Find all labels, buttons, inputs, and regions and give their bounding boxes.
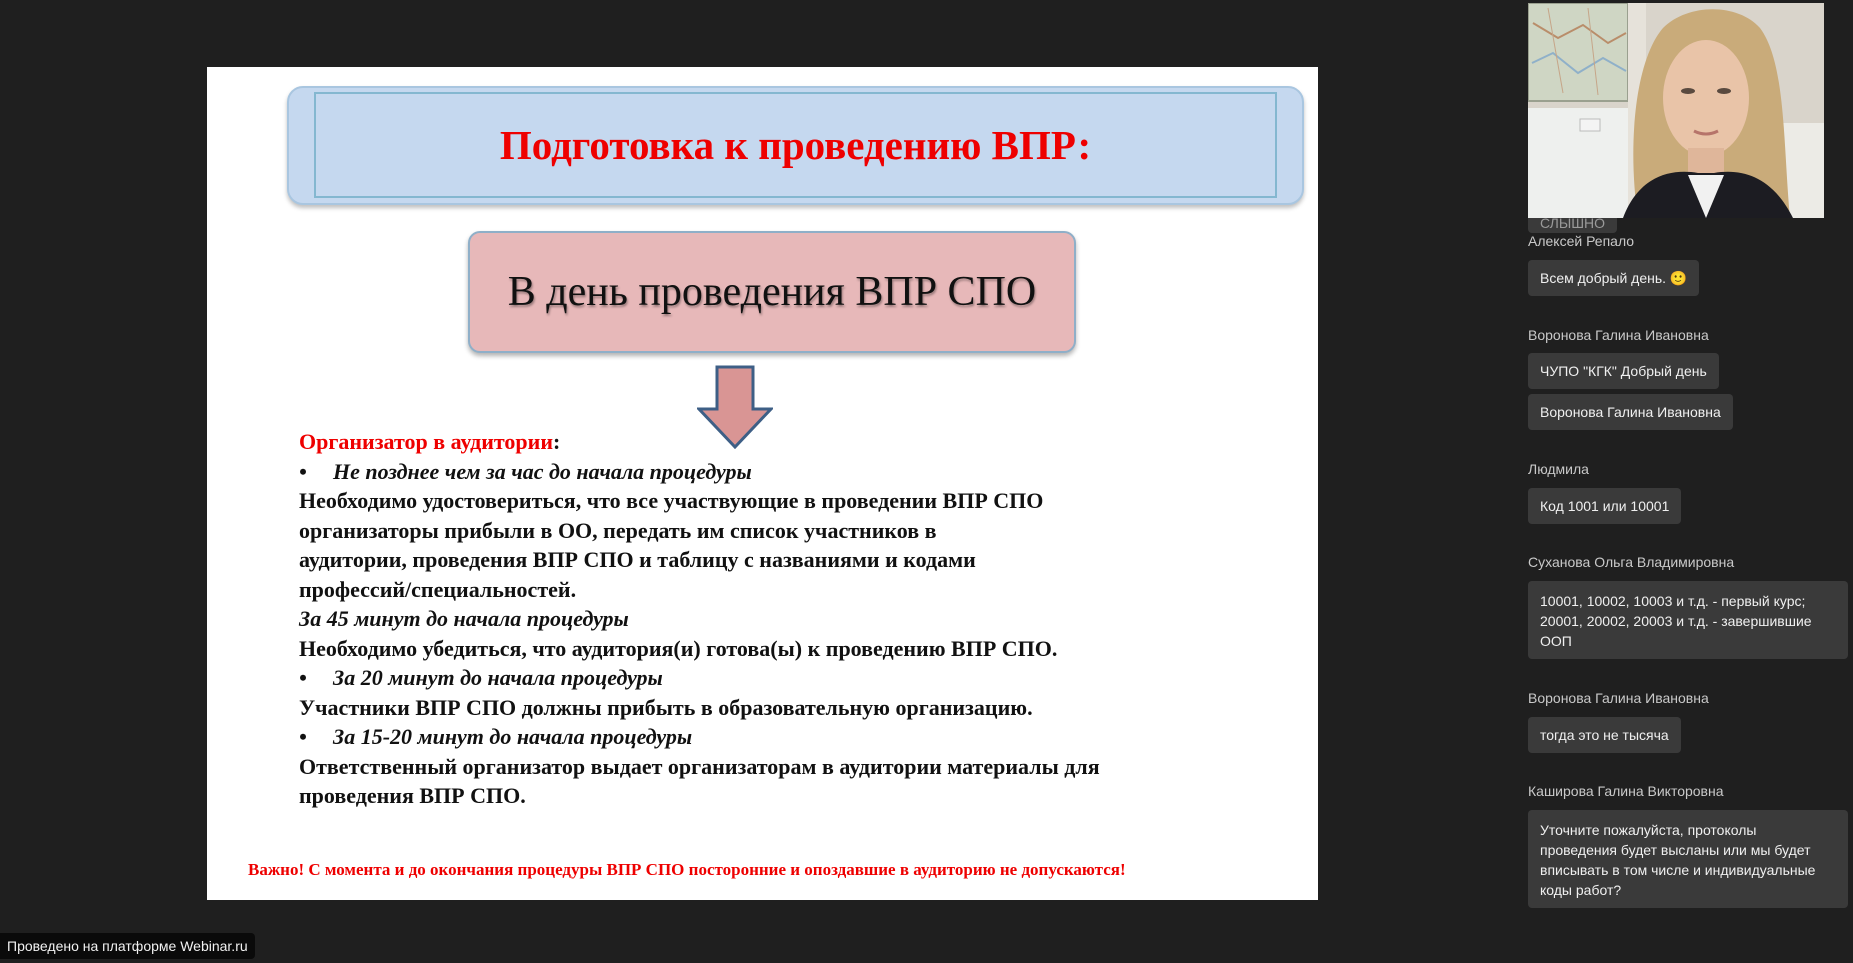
presenter-video[interactable] bbox=[1528, 3, 1824, 218]
body-line: аудитории, проведения ВПР СПО и таблицу с названиями и кодами bbox=[299, 547, 976, 572]
organizer-heading bbox=[299, 427, 1299, 457]
chat-message-line: 20001, 20002, 20003 и т.д. - завершившие bbox=[1540, 613, 1812, 629]
step-heading: За 20 минут до начала процедуры bbox=[333, 665, 663, 690]
chat-message-line: 10001, 10002, 10003 и т.д. - первый курс; bbox=[1540, 593, 1806, 609]
chat-message: Всем добрый день. 🙂 bbox=[1528, 260, 1699, 296]
step-line bbox=[299, 722, 1299, 752]
organizer-colon: : bbox=[553, 429, 561, 454]
chat-message: тогда это не тысяча bbox=[1528, 717, 1681, 753]
bullet: • bbox=[299, 665, 307, 690]
chat-panel[interactable] bbox=[1528, 218, 1848, 963]
step-line bbox=[299, 663, 1299, 693]
bullet: • bbox=[299, 458, 307, 484]
bullet: • bbox=[299, 724, 307, 749]
presenter-video-icon bbox=[1528, 3, 1824, 218]
step-heading: За 15-20 минут до начала процедуры bbox=[333, 724, 693, 749]
chat-message: СЛЫШНО bbox=[1528, 218, 1617, 233]
presentation-slide bbox=[207, 67, 1318, 900]
step-heading: За 45 минут до начала процедуры bbox=[299, 606, 629, 631]
chat-author: Воронова Галина Ивановна bbox=[1528, 327, 1709, 343]
chat-message-line: проведения будет высланы или мы будет bbox=[1540, 842, 1811, 858]
step-heading: Не позднее чем за час до начала процедуры bbox=[333, 458, 752, 484]
chat-author: Суханова Ольга Владимировна bbox=[1528, 554, 1735, 570]
chat-message: Воронова Галина Ивановна bbox=[1528, 394, 1733, 430]
body-line: Необходимо удостовериться, что все участвующие в проведении ВПР СПО bbox=[299, 488, 1044, 513]
slide-subtitle: В день проведения ВПР СПО bbox=[507, 269, 1037, 315]
important-note: Важно! С момента и до окончания процедуры ВПР СПО посторонние и опоздавшие в аудиторию не допускаются! bbox=[248, 860, 1126, 879]
chat-message bbox=[1528, 581, 1848, 659]
chat-message: Код 1001 или 10001 bbox=[1528, 488, 1681, 524]
chat-message-line: ООП bbox=[1540, 633, 1572, 649]
body-line: организаторы прибыли в ОО, передать им список участников в bbox=[299, 517, 937, 543]
step-line bbox=[299, 457, 1299, 487]
slide-title-box bbox=[287, 86, 1304, 205]
chat-message: ЧУПО "КГК" Добрый день bbox=[1528, 353, 1719, 389]
slide-title: Подготовка к проведению ВПР: bbox=[499, 122, 1092, 168]
platform-badge[interactable]: Проведено на платформе Webinar.ru bbox=[0, 933, 255, 959]
chat-author: Каширова Галина Викторовна bbox=[1528, 783, 1724, 799]
chat-message bbox=[1528, 810, 1848, 908]
body-line: профессий/специальностей. bbox=[299, 576, 577, 602]
chat-author: Воронова Галина Ивановна bbox=[1528, 690, 1709, 706]
organizer-label: Организатор в аудитории bbox=[299, 429, 553, 454]
body-line: Ответственный организатор выдает организаторам в аудитории материалы для bbox=[299, 753, 1100, 779]
chat-message-line: вписывать в том числе и индивидуальные bbox=[1540, 862, 1816, 878]
slide-title-inner bbox=[314, 92, 1277, 198]
body-line: Участники ВПР СПО должны прибыть в образовательную организацию. bbox=[299, 694, 1033, 720]
slide-subtitle-box bbox=[468, 231, 1076, 353]
slide-body bbox=[299, 427, 1299, 811]
body-line: Необходимо убедиться, что аудитория(и) готова(ы) к проведению ВПР СПО. bbox=[299, 635, 1058, 661]
chat-message-line: Уточните пожалуйста, протоколы bbox=[1540, 822, 1757, 838]
chat-author: Людмила bbox=[1528, 461, 1589, 477]
body-line: проведения ВПР СПО. bbox=[299, 783, 526, 808]
chat-message-line: коды работ? bbox=[1540, 882, 1622, 898]
chat-author: Алексей Репало bbox=[1528, 233, 1635, 249]
